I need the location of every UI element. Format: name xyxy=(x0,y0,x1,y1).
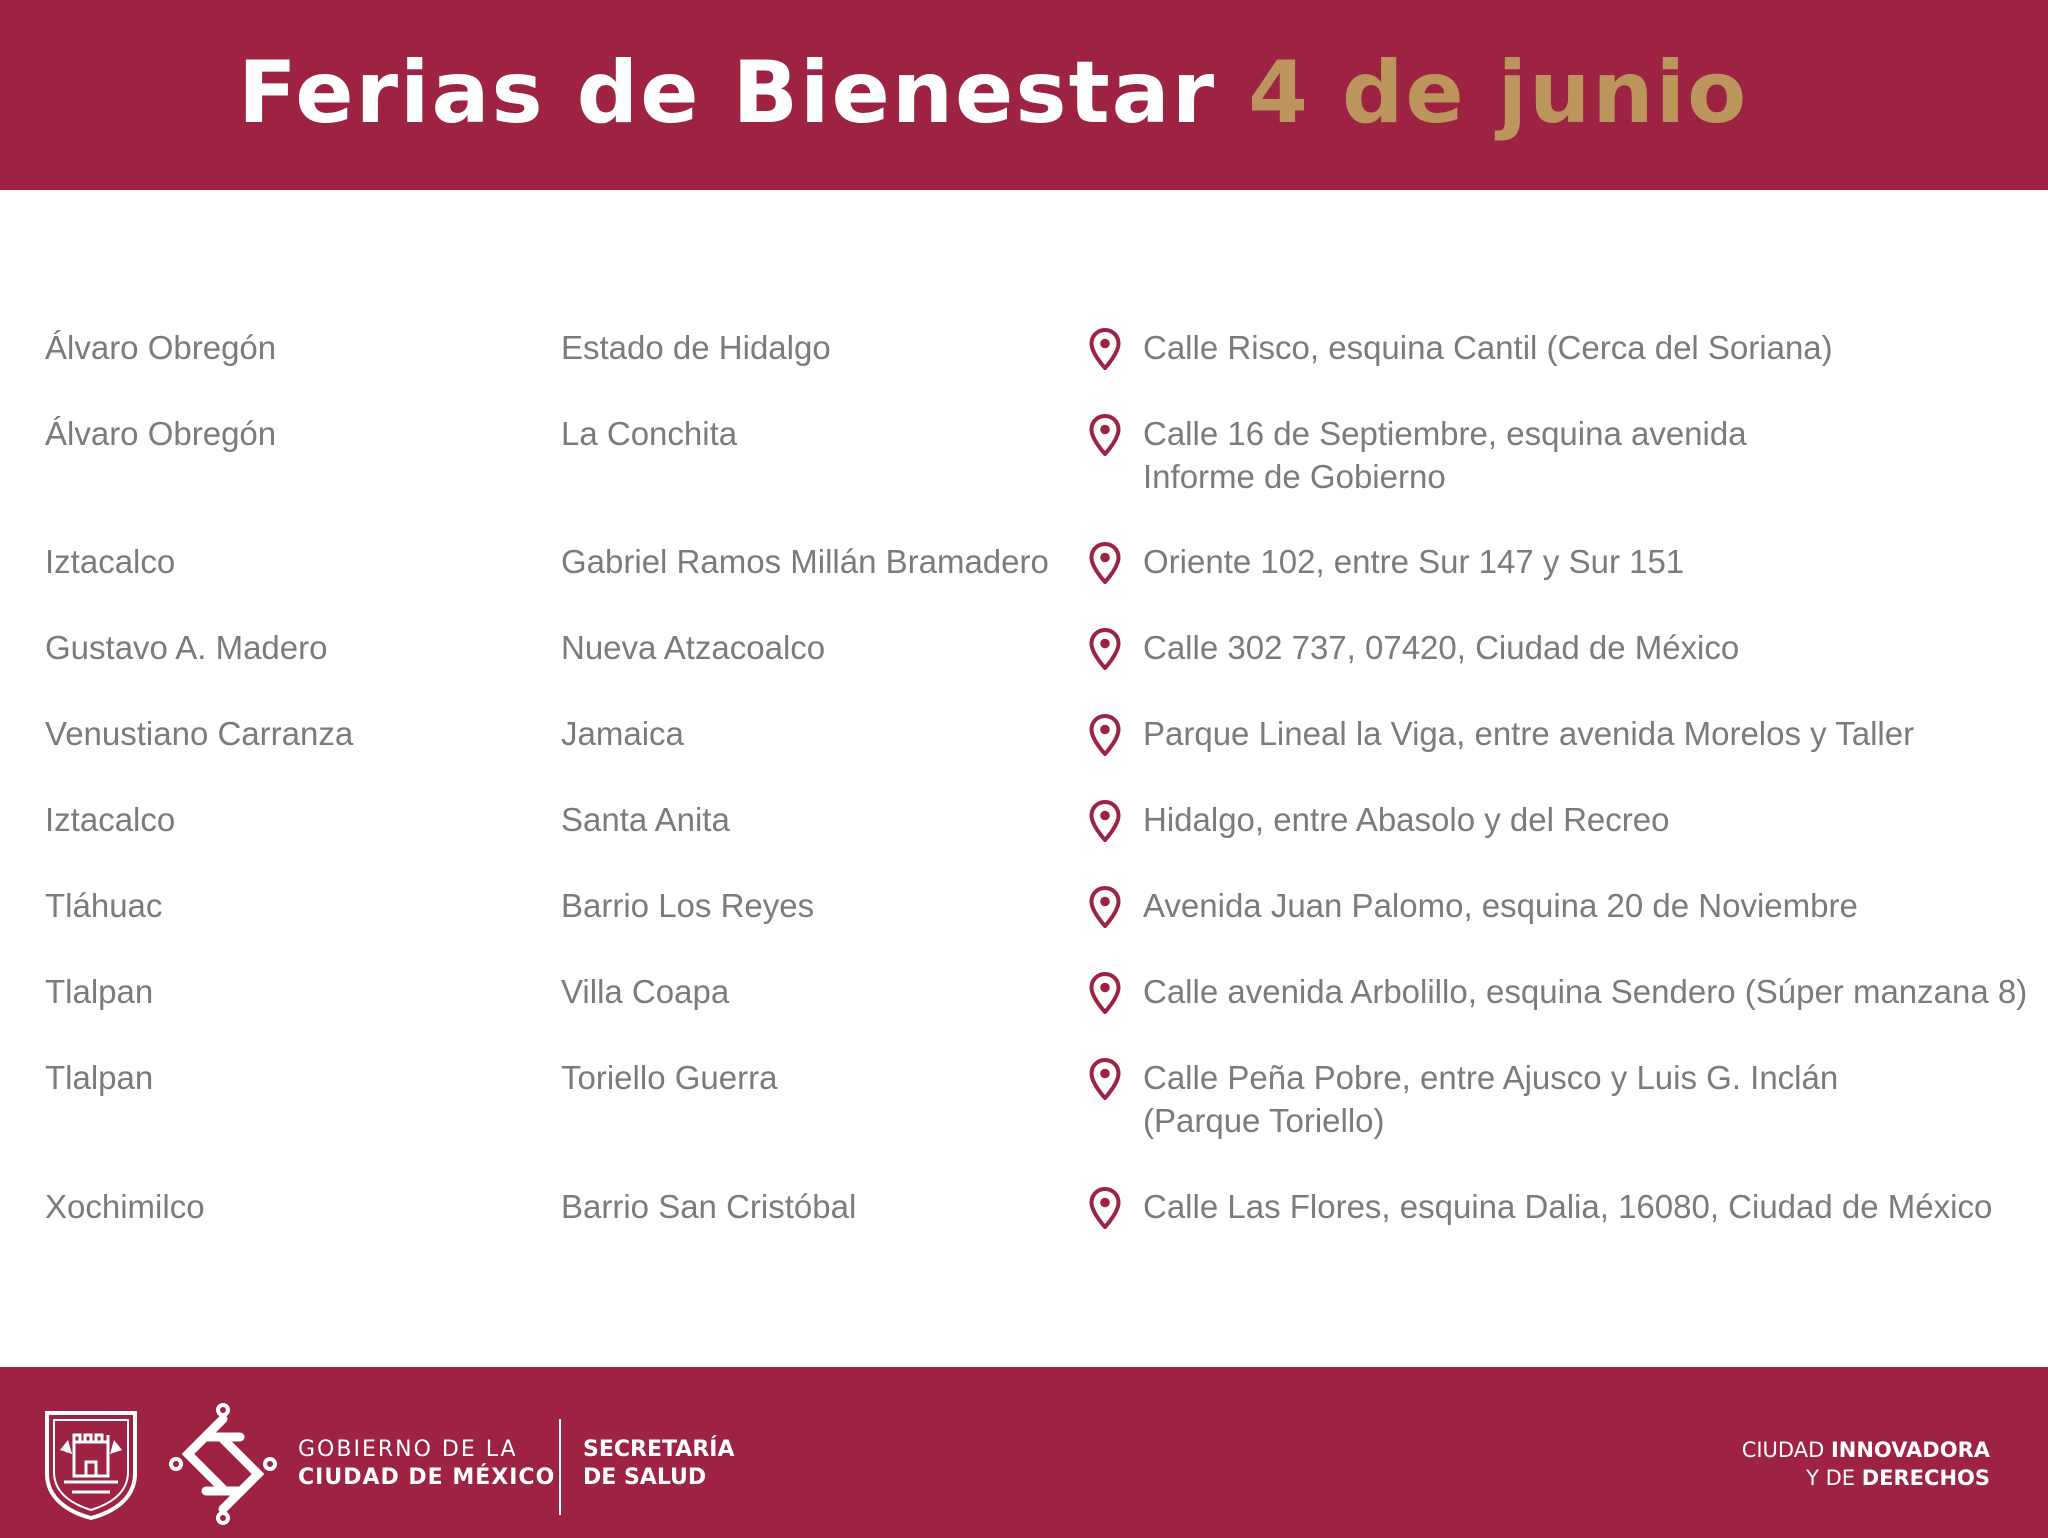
address-cell xyxy=(1143,626,1739,669)
address-line: Oriente 102, entre Sur 147 y Sur 151 xyxy=(1143,543,1685,580)
borough-cell: Álvaro Obregón xyxy=(45,329,277,366)
colony-cell: Jamaica xyxy=(561,715,684,752)
colony-cell: Villa Coapa xyxy=(561,973,730,1010)
gov-line-2: CIUDAD DE MÉXICO xyxy=(298,1465,556,1490)
slogan-2b: DERECHOS xyxy=(1861,1466,1990,1490)
address-line: Calle Risco, esquina Cantil (Cerca del Soriana) xyxy=(1143,329,1833,366)
slogan xyxy=(1742,1436,1990,1492)
colony-cell: Barrio Los Reyes xyxy=(561,887,815,924)
sec-line-2: DE SALUD xyxy=(583,1465,707,1490)
address-cell xyxy=(1143,970,2027,1013)
sec-line-1: SECRETARÍA xyxy=(583,1437,735,1462)
address-cell xyxy=(1143,712,1914,755)
location-pin-icon xyxy=(1089,886,1121,928)
footer-divider xyxy=(559,1419,561,1515)
address-cell xyxy=(1143,884,1858,927)
address-line: Calle 16 de Septiembre, esquina avenida xyxy=(1143,415,1747,452)
title-date: 4 de junio xyxy=(1248,43,1749,143)
address-line: Informe de Gobierno xyxy=(1143,458,1446,495)
colony-cell: Gabriel Ramos Millán Bramadero xyxy=(561,543,1049,580)
address-line: Calle Peña Pobre, entre Ajusco y Luis G. Inclán xyxy=(1143,1059,1839,1096)
location-pin-icon xyxy=(1089,1058,1121,1100)
government-text xyxy=(298,1436,555,1492)
cdmx-logo-icon xyxy=(168,1403,278,1525)
slogan-2a: Y DE xyxy=(1806,1466,1862,1490)
address-cell xyxy=(1143,1056,1838,1142)
slogan-1b: INNOVADORA xyxy=(1830,1438,1990,1462)
colony-cell: Santa Anita xyxy=(561,801,730,838)
borough-cell: Iztacalco xyxy=(45,801,176,838)
address-line: Calle 302 737, 07420, Ciudad de México xyxy=(1143,629,1740,666)
location-pin-icon xyxy=(1089,1187,1121,1229)
slogan-line-1 xyxy=(1742,1436,1990,1464)
colony-cell: Estado de Hidalgo xyxy=(561,329,831,366)
borough-cell: Tlalpan xyxy=(45,1059,154,1096)
borough-cell: Gustavo A. Madero xyxy=(45,629,328,666)
borough-cell: Iztacalco xyxy=(45,543,176,580)
footer-banner xyxy=(0,1367,2048,1538)
colony-cell: Barrio San Cristóbal xyxy=(561,1188,857,1225)
address-line: Avenida Juan Palomo, esquina 20 de Noviembre xyxy=(1143,887,1858,924)
address-line: (Parque Toriello) xyxy=(1143,1102,1385,1139)
colony-cell: La Conchita xyxy=(561,415,738,452)
colony-cell: Nueva Atzacoalco xyxy=(561,629,826,666)
borough-cell: Tlalpan xyxy=(45,973,154,1010)
borough-cell: Tláhuac xyxy=(45,887,163,924)
slogan-1a: CIUDAD xyxy=(1741,1438,1831,1462)
location-pin-icon xyxy=(1089,800,1121,842)
title-text: Ferias de Bienestar xyxy=(238,43,1217,143)
address-cell xyxy=(1143,540,1684,583)
secretariat-text xyxy=(583,1436,734,1492)
location-pin-icon xyxy=(1089,972,1121,1014)
borough-cell: Álvaro Obregón xyxy=(45,415,277,452)
address-line: Calle Las Flores, esquina Dalia, 16080, Ciudad de México xyxy=(1143,1188,1993,1225)
borough-cell: Xochimilco xyxy=(45,1188,205,1225)
location-pin-icon xyxy=(1089,414,1121,456)
address-line: Hidalgo, entre Abasolo y del Recreo xyxy=(1143,801,1670,838)
location-pin-icon xyxy=(1089,542,1121,584)
slogan-line-2 xyxy=(1742,1464,1990,1492)
address-cell xyxy=(1143,412,1747,498)
location-pin-icon xyxy=(1089,714,1121,756)
gov-line-1: GOBIERNO DE LA xyxy=(298,1437,518,1462)
address-line: Calle avenida Arbolillo, esquina Sendero (Súper manzana 8) xyxy=(1143,973,2028,1010)
shield-icon xyxy=(44,1410,138,1520)
address-cell xyxy=(1143,798,1670,841)
address-line: Parque Lineal la Viga, entre avenida Morelos y Taller xyxy=(1143,715,1915,752)
location-pin-icon xyxy=(1089,628,1121,670)
borough-cell: Venustiano Carranza xyxy=(45,715,354,752)
location-pin-icon xyxy=(1089,328,1121,370)
address-cell xyxy=(1143,1185,1992,1228)
colony-cell: Toriello Guerra xyxy=(561,1059,778,1096)
address-cell xyxy=(1143,326,1833,369)
